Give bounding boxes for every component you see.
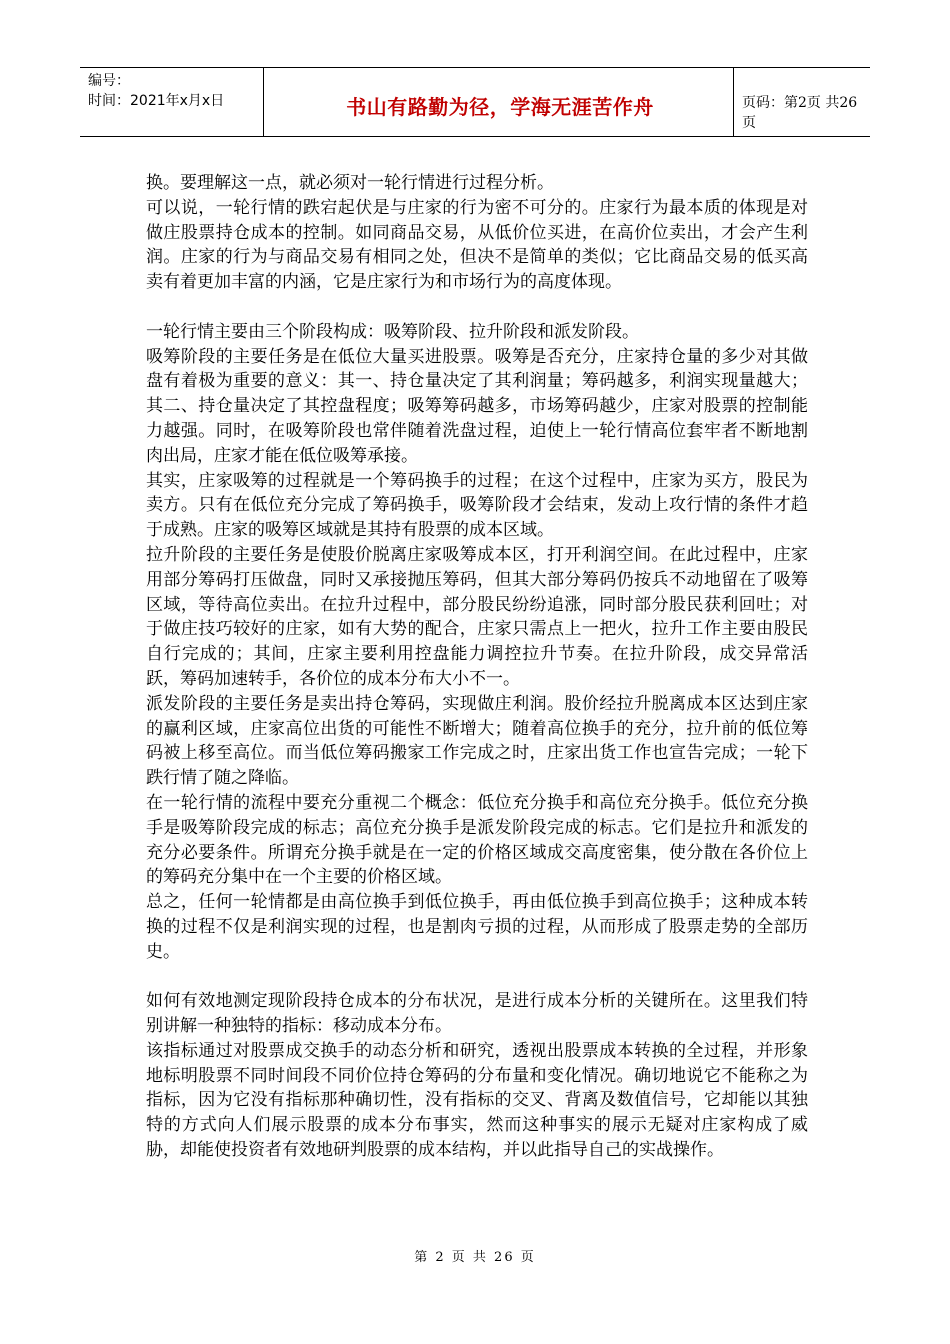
header-top-rule: [80, 67, 870, 68]
document-number: 编号：: [88, 73, 130, 89]
header-bottom-rule: [80, 136, 870, 137]
paragraph: 拉升阶段的主要任务是使股价脱离庄家吸筹成本区，打开利润空间。在此过程中，庄家用部分筹码打压做盘，同时又承接抛压筹码，但其大部分筹码仍按兵不动地留在了吸筹区域，等待高位卖出。在拉升过程中，部分股民纷纷追涨，同时部分股民获利回吐；对于做庄技巧较好的庄家，如有大势的配合，庄家只需点上一把火，拉升工作主要由股民自行完成的；其间，庄家主要利用控盘能力调控拉升节奏。在拉升阶段，成交异常活跃，筹码加速转手，各价位的成本分布大小不一。: [146, 544, 808, 689]
header-divider-right: [733, 67, 734, 137]
paragraph-gap: [146, 965, 808, 990]
page-footer: 第 2 页 共 26 页: [414, 1250, 536, 1265]
paragraph: 该指标通过对股票成交换手的动态分析和研究，透视出股票成本转换的全过程，并形象地标明股票不同时间段不同价位持仓筹码的分布量和变化情况。确切地说它不能称之为指标，因为它没有指标那种确切性，没有指标的交叉、背离及数值信号，它却能以其独特的方式向人们展示股票的成本分布事实，然而这种事实的展示无疑对庄家构成了威胁，却能使投资者有效地研判股票的成本结构，并以此指导自己的实战操作。: [146, 1040, 808, 1161]
page-header: [80, 67, 870, 137]
paragraph: 在一轮行情的流程中要充分重视二个概念：低位充分换手和高位充分换手。低位充分换手是吸筹阶段完成的标志；高位充分换手是派发阶段完成的标志。它们是拉升和派发的充分必要条件。所谓充分换手就是在一定的价格区域成交高度密集，使分散在各价位上的筹码充分集中在一个主要的价格区域。: [146, 792, 808, 888]
paragraph: 其实，庄家吸筹的过程就是一个筹码换手的过程；在这个过程中，庄家为买方，股民为卖方。只有在低位充分完成了筹码换手，吸筹阶段才会结束，发动上攻行情的条件才趋于成熟。庄家的吸筹区域就是其持有股票的成本区域。: [146, 470, 808, 541]
header-page-info: 页码：第2页 共26页: [742, 95, 858, 131]
header-motto: 书山有路勤为径，学海无涯苦作舟: [346, 95, 654, 119]
paragraph: 一轮行情主要由三个阶段构成：吸筹阶段、拉升阶段和派发阶段。: [146, 321, 639, 342]
paragraph: 换。要理解这一点，就必须对一轮行情进行过程分析。: [146, 173, 554, 193]
paragraph: 吸筹阶段的主要任务是在低位大量买进股票。吸筹是否充分，庄家持仓量的多少对其做盘有着极为重要的意义：其一、持仓量决定了其利润量；筹码越多，利润实现量越大；其二、持仓量决定了其控盘程度；吸筹筹码越多，市场筹码越少，庄家对股票的控制能力越强。同时，在吸筹阶段也常伴随着洗盘过程，迫使上一轮行情高位套牢者不断地割肉出局，庄家才能在低位吸筹承接。: [146, 346, 808, 466]
document-date: 时间：2021年x月x日: [88, 93, 225, 109]
paragraph-gap: [146, 295, 808, 320]
header-meta: [88, 71, 224, 111]
paragraph: 派发阶段的主要任务是卖出持仓筹码，实现做庄利润。股价经拉升脱离成本区达到庄家的赢利区域，庄家高位出货的可能性不断增大；随着高位换手的充分，拉升前的低位筹码被上移至高位。而当低位筹码搬家工作完成之时，庄家出货工作也宣告完成；一轮下跌行情了随之降临。: [146, 693, 808, 789]
paragraph: 可以说，一轮行情的跌宕起伏是与庄家的行为密不可分的。庄家行为最本质的体现是对做庄股票持仓成本的控制。如同商品交易，从低价位买进，在高价位卖出，才会产生利润。庄家的行为与商品交易有相同之处，但决不是简单的类似；它比商品交易的低买高卖有着更加丰富的内涵，它是庄家行为和市场行为的高度体现。: [146, 197, 808, 293]
paragraph: 如何有效地测定现阶段持仓成本的分布状况，是进行成本分析的关键所在。这里我们特别讲解一种独特的指标：移动成本分布。: [146, 991, 808, 1037]
body-text: [146, 171, 808, 1163]
header-divider-left: [263, 67, 264, 137]
paragraph: 总之，任何一轮情都是由高位换手到低位换手，再由低位换手到高位换手；这种成本转换的过程不仅是利润实现的过程，也是割肉亏损的过程，从而形成了股票走势的全部历史。: [146, 892, 808, 962]
